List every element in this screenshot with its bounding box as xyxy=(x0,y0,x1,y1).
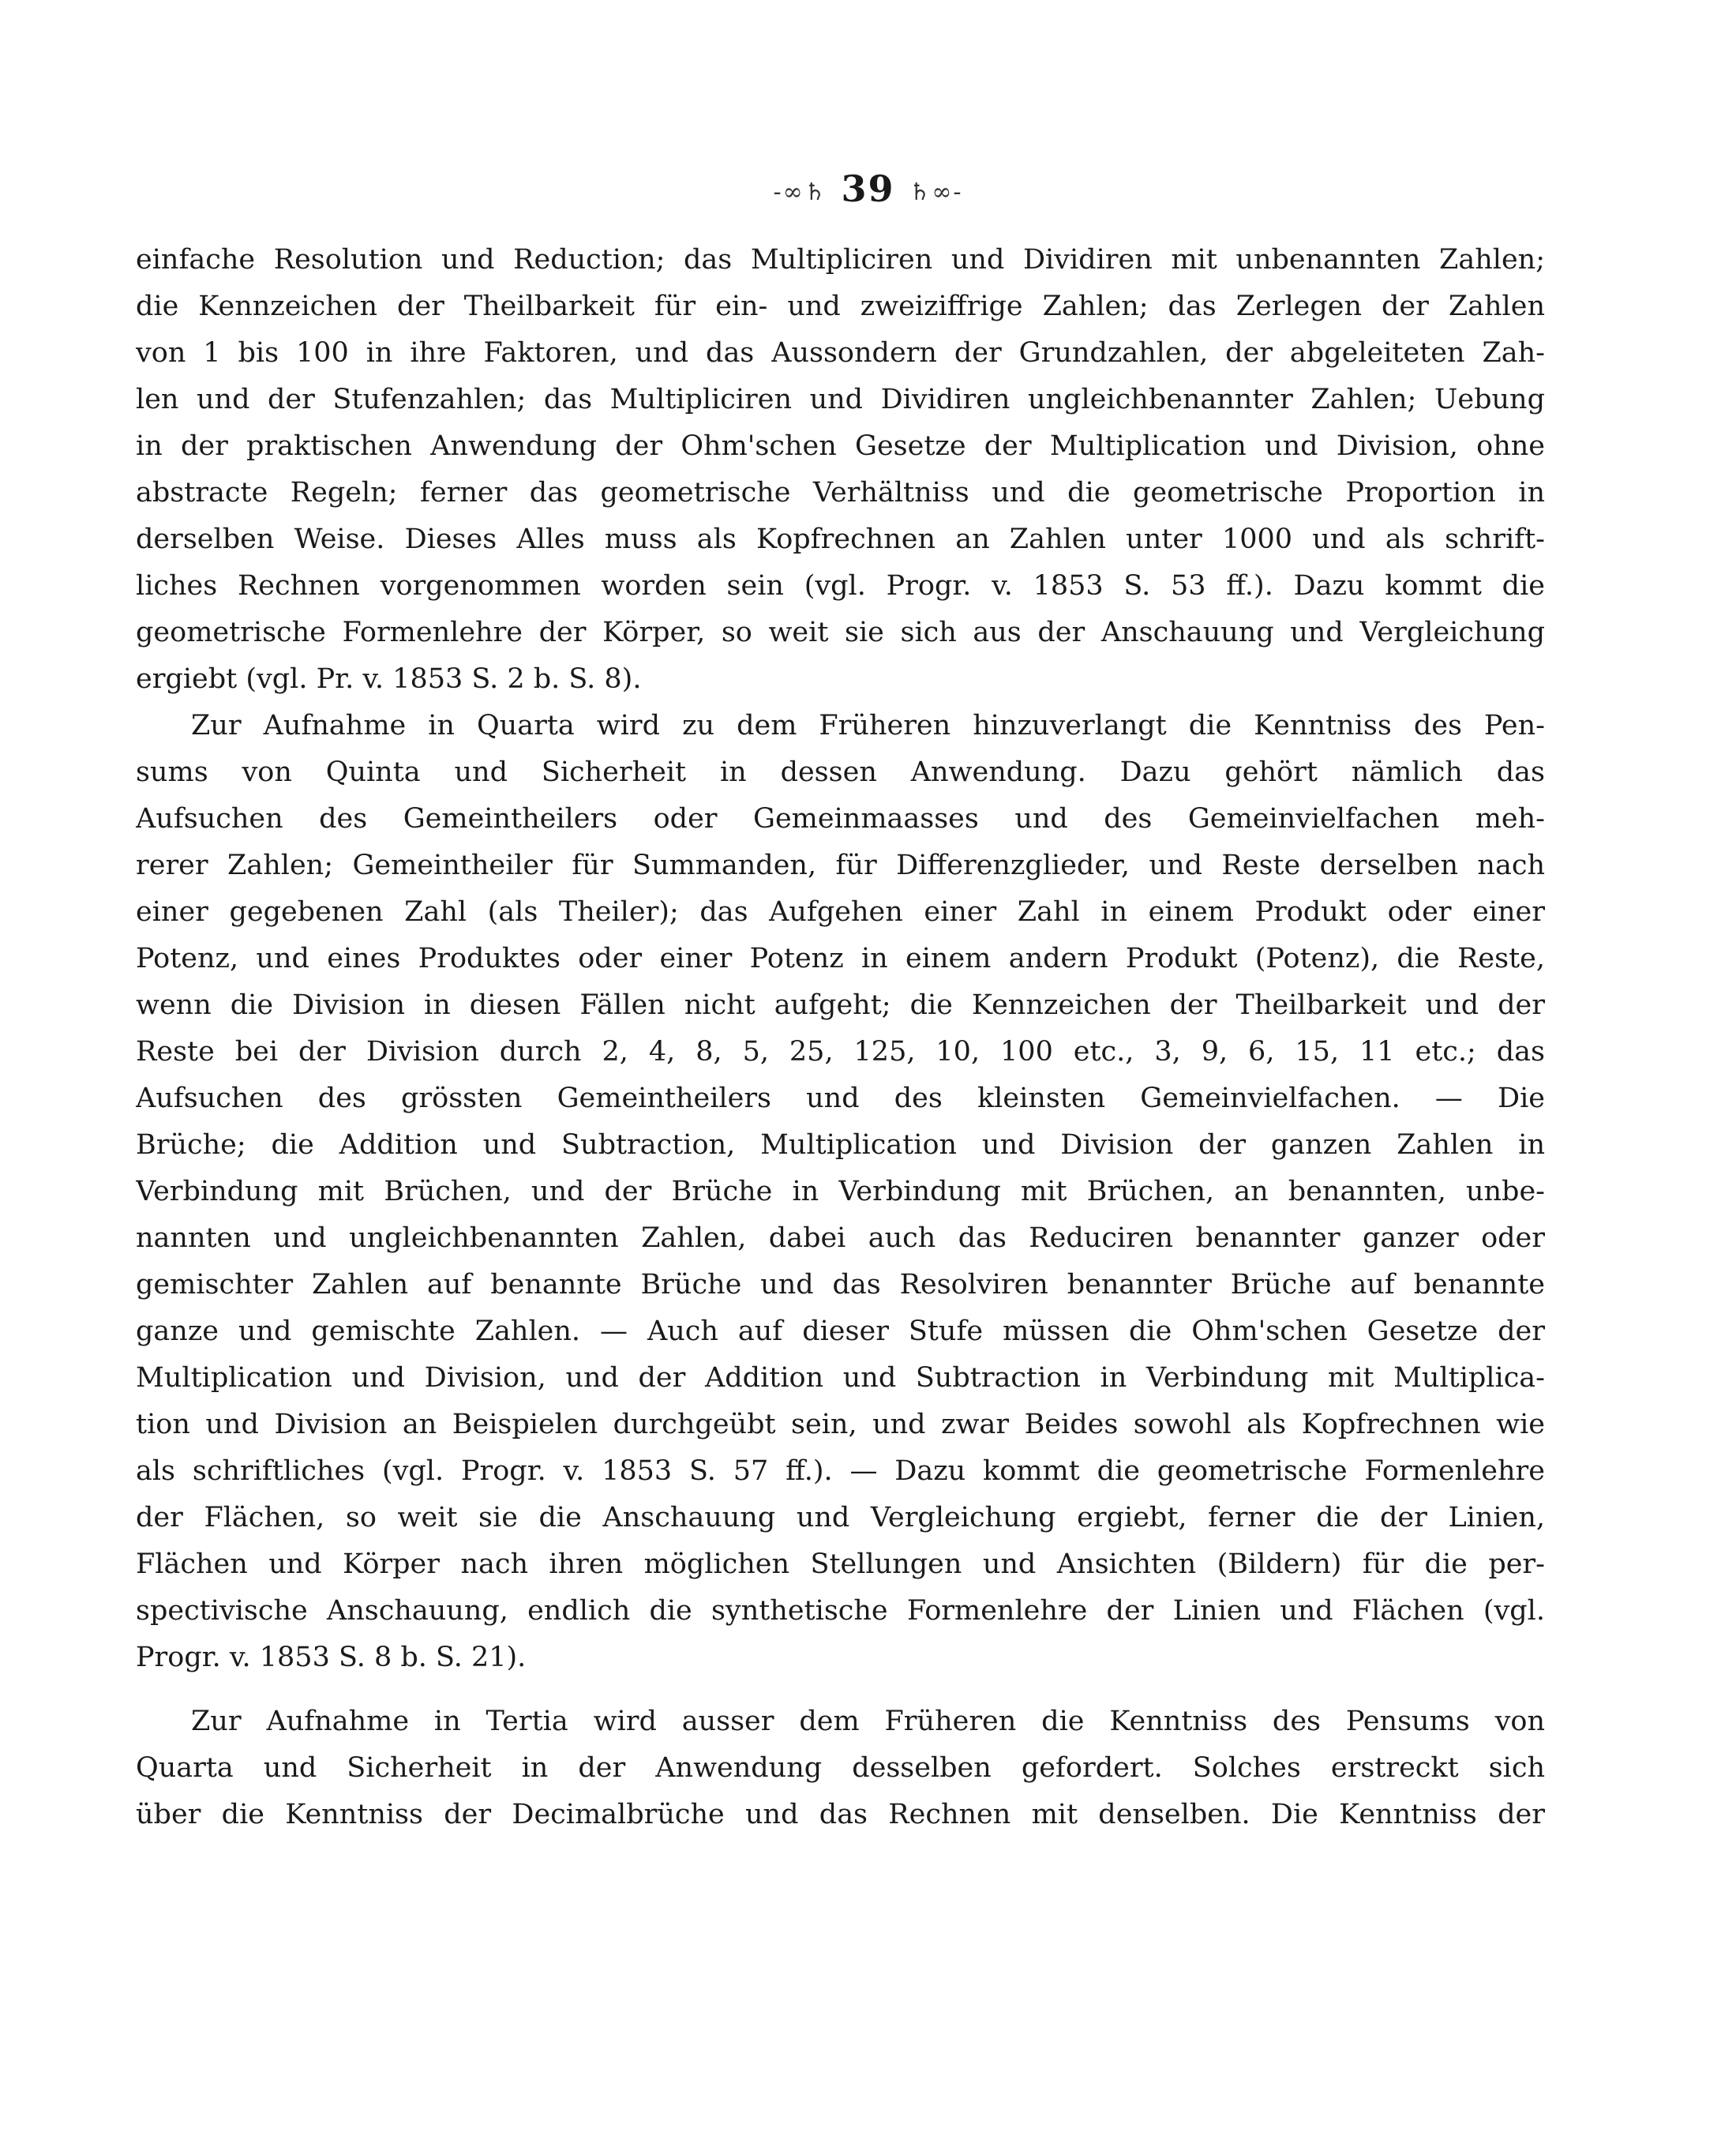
text-line: Zur Aufnahme in Quarta wird zu dem Früheren hinzuverlangt die Kenntniss des Pen- xyxy=(191,710,1545,741)
text-line: Quarta und Sicherheit in der Anwendung desselben gefordert. Solches erstreckt sich xyxy=(136,1752,1545,1784)
text-line: der Flächen, so weit sie die Anschauung und Vergleichung ergiebt, ferner die der Linien, xyxy=(136,1502,1545,1533)
text-line: ergiebt (vgl. Pr. v. 1853 S. 2 b. S. 8). xyxy=(136,663,642,695)
text-line: geometrische Formenlehre der Körper, so weit sie sich aus der Anschauung und Vergleichung xyxy=(136,617,1545,648)
text-line: Reste bei der Division durch 2, 4, 8, 5, 25, 125, 10, 100 etc., 3, 9, 6, 15, 11 etc.; das xyxy=(136,1036,1545,1068)
ornament-left-icon: -∞♄ xyxy=(773,178,827,206)
text-line: über die Kenntniss der Decimalbrüche und das Rechnen mit denselben. Die Kenntniss der xyxy=(136,1799,1545,1830)
text-line: Aufsuchen des grössten Gemeintheilers und des kleinsten Gemeinvielfachen. — Die xyxy=(136,1083,1545,1114)
text-line: tion und Division an Beispielen durchgeübt sein, und zwar Beides sowohl als Kopfrechnen wie xyxy=(136,1409,1545,1440)
text-line: sums von Quinta und Sicherheit in dessen Anwendung. Dazu gehört nämlich das xyxy=(136,756,1545,788)
body-text xyxy=(136,237,1545,1838)
text-line: Verbindung mit Brüchen, und der Brüche in Verbindung mit Brüchen, an benannten, unbe- xyxy=(136,1176,1545,1207)
text-line: spectivische Anschauung, endlich die synthetische Formenlehre der Linien und Flächen (vgl. xyxy=(136,1595,1545,1627)
text-line: Aufsuchen des Gemeintheilers oder Gemeinmaasses und des Gemeinvielfachen meh- xyxy=(136,803,1545,835)
text-line: Progr. v. 1853 S. 8 b. S. 21). xyxy=(136,1642,527,1673)
text-line: Multiplication und Division, und der Addition und Subtraction in Verbindung mit Multiplica- xyxy=(136,1362,1545,1394)
text-line: von 1 bis 100 in ihre Faktoren, und das Aussondern der Grundzahlen, der abgeleiteten Zah- xyxy=(136,337,1545,369)
paragraph-tertia xyxy=(136,1698,1545,1838)
text-line: wenn die Division in diesen Fällen nicht aufgeht; die Kennzeichen der Theilbarkeit und der xyxy=(136,989,1545,1021)
text-line: derselben Weise. Dieses Alles muss als Kopfrechnen an Zahlen unter 1000 und als schrift- xyxy=(136,524,1545,555)
text-line: in der praktischen Anwendung der Ohm'schen Gesetze der Multiplication und Division, ohne xyxy=(136,430,1545,462)
paragraph-quarta xyxy=(136,703,1545,1681)
page-header xyxy=(0,167,1736,210)
text-line: rerer Zahlen; Gemeintheiler für Summanden, für Differenzglieder, und Reste derselben nach xyxy=(136,850,1545,881)
text-line: die Kennzeichen der Theilbarkeit für ein- und zweiziffrige Zahlen; das Zerlegen der Zahlen xyxy=(136,291,1545,322)
ornament-right-icon: ♄∞- xyxy=(909,178,963,206)
text-line: len und der Stufenzahlen; das Multipliciren und Dividiren ungleichbenannter Zahlen; Uebung xyxy=(136,384,1545,415)
text-line: ganze und gemischte Zahlen. — Auch auf dieser Stufe müssen die Ohm'schen Gesetze der xyxy=(136,1316,1545,1347)
text-line: als schriftliches (vgl. Progr. v. 1853 S. 57 ff.). — Dazu kommt die geometrische Formenlehre xyxy=(136,1455,1545,1487)
text-line: einer gegebenen Zahl (als Theiler); das Aufgehen einer Zahl in einem Produkt oder einer xyxy=(136,896,1545,928)
text-line: Brüche; die Addition und Subtraction, Multiplication und Division der ganzen Zahlen in xyxy=(136,1129,1545,1161)
text-line: liches Rechnen vorgenommen worden sein (vgl. Progr. v. 1853 S. 53 ff.). Dazu kommt die xyxy=(136,570,1545,602)
text-line: abstracte Regeln; ferner das geometrische Verhältniss und die geometrische Proportion in xyxy=(136,477,1545,509)
text-line: nannten und ungleichbenannten Zahlen, dabei auch das Reduciren benannter ganzer oder xyxy=(136,1222,1545,1254)
page-number: 39 xyxy=(841,167,895,210)
text-line: Potenz, und eines Produktes oder einer Potenz in einem andern Produkt (Potenz), die Reste, xyxy=(136,943,1545,974)
text-line: gemischter Zahlen auf benannte Brüche und das Resolviren benannter Brüche auf benannte xyxy=(136,1269,1545,1301)
text-line: Zur Aufnahme in Tertia wird ausser dem Früheren die Kenntniss des Pensums von xyxy=(191,1706,1545,1737)
paragraph-spacer xyxy=(136,1681,1545,1698)
text-line: Flächen und Körper nach ihren möglichen Stellungen und Ansichten (Bildern) für die per- xyxy=(136,1548,1545,1580)
paragraph-quinta-continuation xyxy=(136,237,1545,703)
text-line: einfache Resolution und Reduction; das Multipliciren und Dividiren mit unbenannten Zahlen; xyxy=(136,244,1545,276)
